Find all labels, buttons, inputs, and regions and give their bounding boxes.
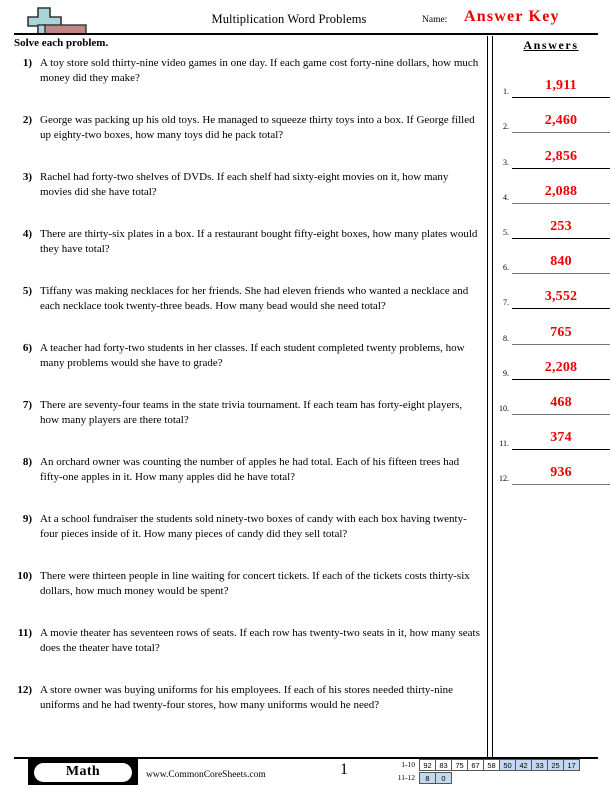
site-url: www.CommonCoreSheets.com [146, 770, 266, 780]
answer-value: 2,208 [544, 359, 578, 375]
page-number: 1 [340, 761, 348, 778]
answer-number: 6. [503, 263, 509, 273]
problem-item [14, 398, 482, 455]
answer-row [492, 133, 610, 168]
answer-number: 9. [503, 368, 509, 378]
score-table [389, 759, 597, 784]
answer-value: 1,911 [545, 78, 577, 94]
answer-number: 4. [503, 192, 509, 202]
answer-blank[interactable] [512, 286, 610, 309]
answers-heading: Answers [523, 38, 579, 52]
answer-value: 2,088 [544, 183, 578, 199]
answer-value: 374 [550, 430, 572, 446]
problem-number: 7) [22, 399, 32, 411]
answer-row [492, 380, 610, 415]
problem-text: An orchard owner was counting the number of apples he had total. Each of his fifteen trees had fifty-one apples in it. How many apples did he have total? [40, 456, 460, 483]
problem-text: A toy store sold thirty-nine video games in one day. If each game cost forty-nine dollars, how much money did they make? [40, 57, 479, 84]
problem-item [14, 56, 482, 113]
answer-key-badge: Answer Key [464, 8, 560, 25]
answer-number: 5. [503, 227, 509, 237]
problem-number: 9) [22, 513, 32, 525]
answers-panel [492, 36, 610, 485]
score-cell: 42 [515, 759, 532, 771]
score-cell: 67 [467, 759, 484, 771]
score-cell: 33 [531, 759, 548, 771]
problem-number: 4) [22, 228, 32, 240]
answer-row [492, 98, 610, 133]
answer-row [492, 345, 610, 380]
answer-number: 10. [499, 403, 509, 413]
problem-number: 2) [22, 114, 32, 126]
problem-number: 1) [22, 57, 32, 69]
problem-number: 11) [17, 627, 32, 639]
answer-value: 765 [550, 324, 572, 340]
answer-blank[interactable] [512, 181, 610, 204]
score-row [389, 772, 597, 784]
answer-blank[interactable] [512, 251, 610, 274]
problem-item [14, 284, 482, 341]
problem-item [14, 683, 482, 740]
answer-number: 3. [503, 157, 509, 167]
problem-item [14, 227, 482, 284]
score-row-label: 11-12 [397, 773, 415, 782]
problem-item [14, 455, 482, 512]
problem-text: At a school fundraiser the students sold ninety-two boxes of candy with each box having twenty-four pieces inside of it. How many pieces of candy did they sell total? [40, 513, 467, 540]
subject-badge [28, 759, 138, 785]
answer-number: 8. [503, 333, 509, 343]
score-row-label: 1-10 [401, 760, 415, 769]
problem-item [14, 113, 482, 170]
answer-blank[interactable] [512, 146, 610, 169]
subject-badge-label: Math [34, 763, 132, 782]
problem-list [14, 56, 482, 740]
answer-value: 253 [550, 218, 572, 234]
answer-row [492, 239, 610, 274]
score-cell: 8 [419, 772, 436, 784]
answer-value: 840 [550, 254, 572, 270]
answer-blank[interactable] [512, 75, 610, 98]
answer-row [492, 415, 610, 450]
answer-row [492, 169, 610, 204]
answer-value: 2,460 [544, 113, 578, 129]
plus-block-logo-icon [26, 6, 88, 36]
answer-number: 7. [503, 298, 509, 308]
problem-text: A movie theater has seventeen rows of seats. If each row has twenty-two seats in it, how many seats does the theater have total? [40, 627, 480, 654]
answer-row [492, 204, 610, 239]
problem-number: 12) [17, 684, 32, 696]
problem-item [14, 170, 482, 227]
problem-text: A store owner was buying uniforms for his employees. If each of his stores needed thirty-nine uniforms and he had twenty-four stores, how many uniforms would he need? [40, 684, 454, 711]
answer-value: 468 [550, 394, 572, 410]
score-cell: 58 [483, 759, 500, 771]
answer-blank[interactable] [512, 392, 610, 415]
problem-item [14, 626, 482, 683]
problem-item [14, 341, 482, 398]
answers-list [492, 63, 610, 485]
problem-item [14, 512, 482, 569]
score-cell: 92 [419, 759, 436, 771]
answer-number: 11. [499, 439, 509, 449]
page-title: Multiplication Word Problems [211, 12, 367, 26]
problem-text: Tiffany was making necklaces for her friends. She had eleven friends who wanted a necklace and each necklace took twenty-three beads. How many bead would she need total? [40, 285, 469, 312]
answer-row [492, 274, 610, 309]
score-cell: 50 [499, 759, 516, 771]
problem-number: 3) [22, 171, 32, 183]
answer-value: 2,856 [544, 148, 578, 164]
score-cell: 25 [547, 759, 564, 771]
page-header [14, 6, 598, 36]
answer-row [492, 450, 610, 485]
problem-number: 10) [17, 570, 32, 582]
score-cell: 75 [451, 759, 468, 771]
answer-blank[interactable] [512, 427, 610, 450]
answer-number: 12. [499, 474, 509, 484]
answer-row [492, 63, 610, 98]
answer-row [492, 309, 610, 344]
score-cell: 83 [435, 759, 452, 771]
problem-text: There are thirty-six plates in a box. If a restaurant bought fifty-eight boxes, how many plates would they have total? [40, 228, 478, 255]
score-cell-group [419, 759, 580, 771]
answer-blank[interactable] [512, 216, 610, 239]
score-row [389, 759, 597, 771]
answer-number: 2. [503, 122, 509, 132]
problem-number: 8) [22, 456, 32, 468]
header-divider [14, 33, 598, 35]
problem-text: There are seventy-four teams in the state trivia tournament. If each team has forty-eight players, how many players are there total? [40, 399, 463, 426]
instruction-text: Solve each problem. [14, 37, 109, 49]
answer-blank[interactable] [512, 462, 610, 485]
problem-item [14, 569, 482, 626]
score-cell-group [419, 772, 452, 784]
answer-number: 1. [503, 87, 509, 97]
page-footer [14, 759, 598, 789]
answer-blank[interactable] [512, 322, 610, 345]
problem-text: George was packing up his old toys. He managed to squeeze thirty toys into a box. If George filled up eighty-two boxes, how many toys did he pack total? [40, 114, 475, 141]
answer-value: 3,552 [544, 289, 578, 305]
problem-text: There were thirteen people in line waiting for concert tickets. If each of the tickets costs thirty-six dollars, how much money would be spent? [40, 570, 470, 597]
answer-blank[interactable] [512, 110, 610, 133]
problem-number: 6) [22, 342, 32, 354]
problem-number: 5) [22, 285, 32, 297]
name-label: Name: [422, 15, 448, 25]
problem-text: Rachel had forty-two shelves of DVDs. If each shelf had sixty-eight movies on it, how many movies did she have total? [40, 171, 449, 198]
answer-blank[interactable] [512, 357, 610, 380]
score-cell: 17 [563, 759, 580, 771]
answer-value: 936 [550, 465, 572, 481]
score-cell: 0 [435, 772, 452, 784]
problem-text: A teacher had forty-two students in her classes. If each student completed twenty problems, how many problems would she have to grade? [40, 342, 465, 369]
